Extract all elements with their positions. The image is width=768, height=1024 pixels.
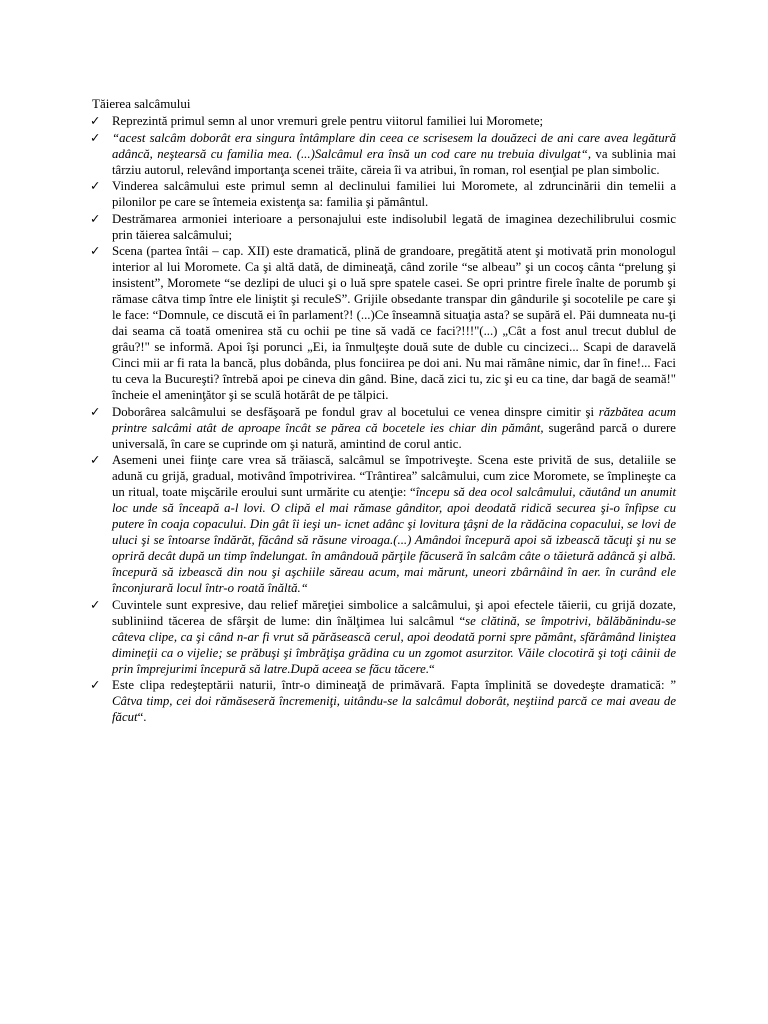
paragraph-text: Cuvintele sunt expresive, dau relief măreţiei simbolice a salcâmului, şi apoi efectele tăierii, cu grijă dozate, subliniind tăcerea de sfârşit de lume: din înălţimea lui salcâmul “ — [112, 597, 676, 628]
check-mark-icon: ✓ — [90, 210, 101, 226]
check-mark-icon: ✓ — [90, 452, 101, 467]
bullet-item — [90, 113, 676, 129]
check-mark-icon: ✓ — [90, 403, 101, 419]
bullet-item — [90, 129, 676, 178]
italic-quote-text: începu să dea ocol salcâmului, căutând un anumit loc unde să înceapă a-l lovi. O clipă el mai rămase gânditor, apoi deodată ridică securea şi-o înfipse cu putere în coaja copacului. Din gât îi ieşi un- icnet adânc şi lovitura ţâşni de la rădăcina copacului, se lovi de uluci şi se întoarse îndărăt, făcând să răsune viroaga.(...) Amândoi începură apoi să izbească tăcuţi şi nu se opriră decât după un timp îndelungat. în amândouă părţile făcuseră în salcâm câte o tăietură adâncă şi albă. începură să izbească din nou şi aşchiile săreau acum, mai mărunt, uneori zbârnâind în aer. în curând ele înconjurară locul într-o roată înăltă.“ — [112, 485, 676, 595]
paragraph-text: Scena (partea întâi – cap. XII) este dramatică, plină de grandoare, pregătită atent şi motivată prin monologul interior al lui Moromete. Ca şi altă dată, de dimineaţă, când zorile “se albeau” şi un cocoş cânta “prelung şi insistent”, Moromete “se dezlipi de uluci şi o luă spre spatele casei. Se opri printre firele înalte de porumb şi rămase câtva timp între ele liniştit şi reculeS”. Grijile obsedante transpar din gândurile şi socotelile pe care şi le face: “Domnule, ce discută ei în parlament?! (...)Ce înseamnă situaţia asta? se supără el. Păi dumneata nu-ţi dai seama că toată omenirea stă cu ochii pe tine să vadă ce faci?!!!"(...) „Cât a fost anul trecut dublul de grâu?!" se informă. Apoi îşi porunci „Ei, ia înmulţeşte două sute de duble cu cincizeci... Scapi de daravelă Cinci mii ar fi rata la bancă, plus dobânda, plus fonciirea pe doi ani. Nu mai rămâne nimic, dar în fine!... Faci tu ceva la Bucureşti? întrebă apoi pe cineva din gând. Bine, dacă zici tu, zic şi eu ca tine, dar bagă de seamă!" încheie el ameninţător şi se sculă hotărât de pe tălpici. — [112, 244, 676, 402]
bullet-list — [90, 113, 676, 726]
paragraph-text: va sublinia mai târziu autorul, relevând importanţa scenei trăite, căreia îi va atribui, în roman, rol esenţial pe plan simbolic. — [112, 146, 676, 177]
document-title: Tăierea salcâmului — [92, 96, 191, 111]
paragraph-text: Reprezintă primul semn al unor vremuri grele pentru viitorul familiei lui Moromete; — [112, 114, 544, 128]
bullet-item — [90, 403, 676, 452]
paragraph-text: “. — [137, 710, 147, 724]
check-mark-icon: ✓ — [90, 178, 101, 193]
bullet-item — [90, 452, 676, 596]
check-mark-icon: ✓ — [90, 113, 101, 128]
bullet-item — [90, 178, 676, 210]
bullet-item — [90, 596, 676, 677]
paragraph-text: Doborârea salcâmului se desfăşoară pe fondul grav al bocetului ce venea dinspre cimitir şi — [112, 404, 599, 419]
check-mark-icon: ✓ — [90, 243, 101, 258]
check-mark-icon: ✓ — [90, 596, 101, 612]
italic-quote-text: se clătină, se împotrivi, bălăbănindu-se câteva clipe, ca şi când n-ar fi vrut să părăsească cerul, apoi deodată porni spre pământ, sfărâmând liniştea dimineţii ca o vijelie; se prăbuşi şi îmbrăţişa grădina cu un zgomot asurzitor. Văile clocotiră şi toţi câinii de prin împrejurimi începură să latre.După aceea se făcu tăcere. — [112, 613, 676, 676]
paragraph-text: “ — [429, 661, 435, 676]
bullet-item — [90, 677, 676, 725]
italic-quote-text: “acest salcâm doborât era singura întâmplare din ceea ce scrisesem la douăzeci de ani care avea legătură adâncă, neştearsă cu familia mea. (...)Salcâmul era însă un cod care nu trebuia divulgat“, — [112, 130, 676, 161]
paragraph-text: Destrămarea armoniei interioare a personajului este indisolubil legată de imaginea dezechilibrului cosmic prin tăierea salcâmului; — [112, 211, 676, 242]
paragraph-text: Asemeni unei fiinţe care vrea să trăiască, salcâmul se împotriveşte. Scena este privită de sus, detaliile se adună cu grijă, gradual, motivând împotrivirea. “Trântirea” salcâmului, cum zice Moromete, se împlineşte ca un ritual, toate mişcările eroului sunt urmărite cu atenţie: “ — [112, 453, 676, 499]
bullet-item — [90, 243, 676, 403]
check-mark-icon: ✓ — [90, 129, 101, 145]
paragraph-text: sugerând parcă o durere universală, în care se cuprinde om şi natură, amintind de corul antic. — [112, 420, 676, 451]
bullet-item — [90, 210, 676, 243]
paragraph-text: Vinderea salcâmului este primul semn al declinului familiei lui Moromete, al zdruncinării din temelii a pilonilor pe care se întemeia existenţa sa: familia şi pământul. — [112, 179, 676, 209]
paragraph-text: Este clipa redeşteptării naturii, într-o dimineaţă de primăvară. Fapta împlinită se dovedeşte dramatică: ” — [112, 678, 676, 692]
italic-quote-text: răzbătea acum printre salcâmi atât de aproape încât se părea că bocetele ies chiar din pământ, — [112, 404, 676, 435]
check-mark-icon: ✓ — [90, 677, 101, 692]
italic-quote-text: Câtva timp, cei doi rămăseseră încremeniţi, uitându-se la salcâmul doborât, neştiind parcă ce mai aveau de făcut — [112, 694, 676, 724]
